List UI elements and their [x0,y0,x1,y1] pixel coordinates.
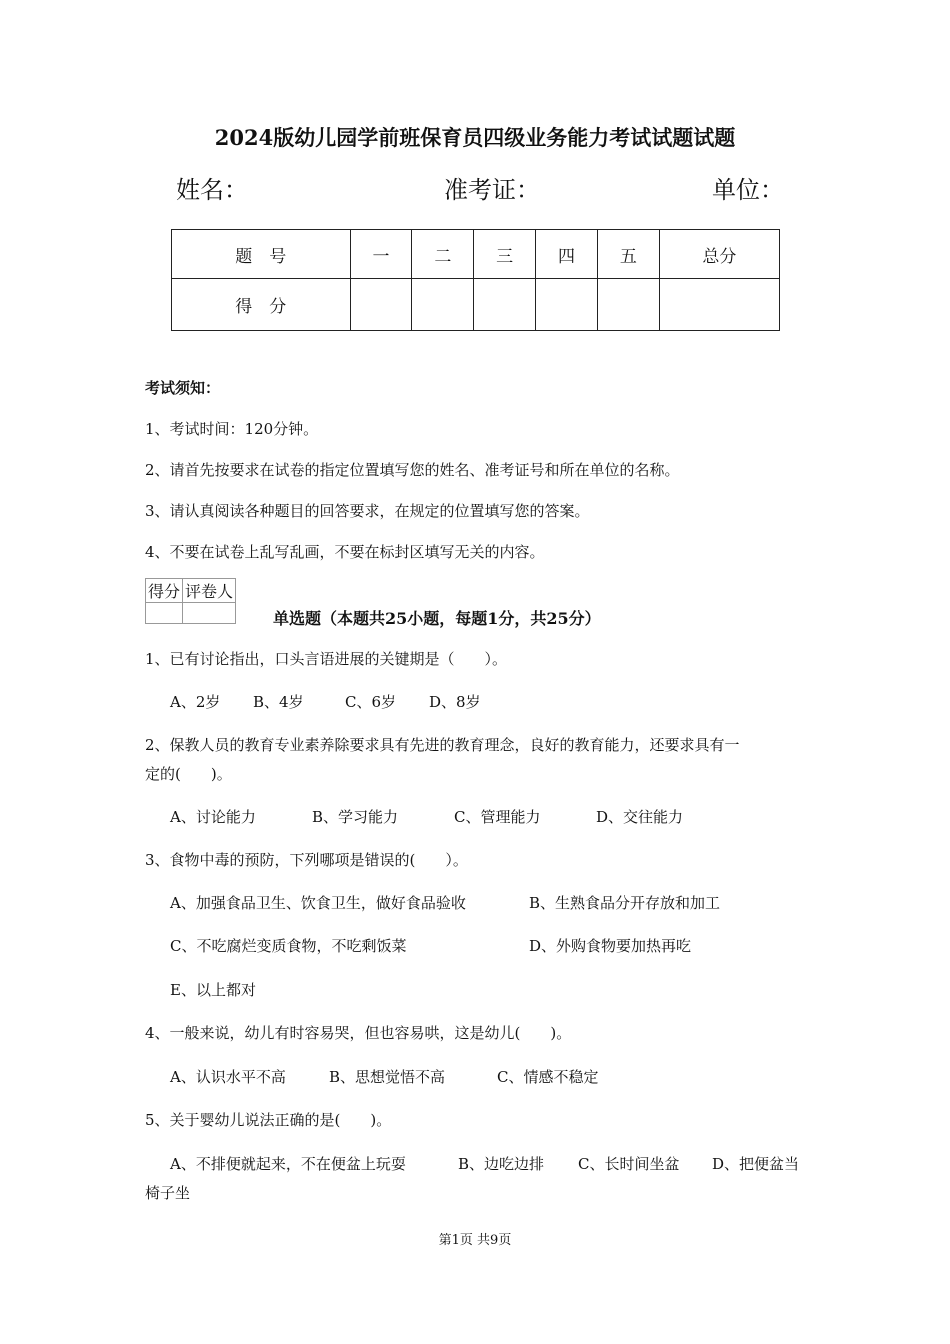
score-cell[interactable] [659,279,779,331]
question-option: D、8岁 [429,693,481,711]
grader-score-cell[interactable] [146,603,183,624]
question-option: B、4岁 [253,693,304,711]
question-stem: 5、关于婴幼儿说法正确的是( )。 [145,1111,392,1129]
question-option: B、边吃边排 [458,1155,545,1173]
question-option: D、外购食物要加热再吃 [529,937,692,955]
score-header-cell: 五 [597,230,659,279]
score-table-header-row [172,230,780,279]
score-row-label: 得 分 [172,279,351,331]
notice-item: 3、请认真阅读各种题目的回答要求，在规定的位置填写您的答案。 [145,502,590,520]
grader-reviewer-cell[interactable] [183,603,236,624]
score-cell[interactable] [474,279,536,331]
question-option: A、加强食品卫生、饮食卫生，做好食品验收 [170,894,466,912]
grader-score-label: 得分 [146,579,183,603]
question-option: A、不排便就起来，不在便盆上玩耍 [170,1155,406,1173]
unit-field-label: 单位： [712,176,784,204]
score-table [171,229,780,331]
question-stem-continued: 定的( )。 [145,765,232,783]
section-title: 单选题（本题共25小题，每题1分，共25分） [273,609,601,628]
question-option: C、不吃腐烂变质食物，不吃剩饭菜 [170,937,407,955]
exam-id-field-label: 准考证： [444,176,540,204]
score-header-cell: 四 [536,230,598,279]
question-option: A、认识水平不高 [170,1068,286,1086]
score-cell[interactable] [350,279,412,331]
notice-item: 2、请首先按要求在试卷的指定位置填写您的姓名、准考证号和所在单位的名称。 [145,461,680,479]
question-option: B、学习能力 [312,808,399,826]
score-header-cell: 二 [412,230,474,279]
question-option: D、交往能力 [596,808,684,826]
question-stem: 2、保教人员的教育专业素养除要求具有先进的教育理念，良好的教育能力，还要求具有一 [145,736,740,754]
question-option: A、讨论能力 [170,808,256,826]
score-cell[interactable] [536,279,598,331]
score-cell[interactable] [412,279,474,331]
question-option: E、以上都对 [170,981,256,999]
question-option: C、情感不稳定 [497,1068,599,1086]
name-field-label: 姓名： [176,176,248,204]
score-header-cell: 题 号 [172,230,351,279]
question-option-continued: 椅子坐 [145,1184,191,1202]
notice-item: 4、不要在试卷上乱写乱画，不要在标封区填写无关的内容。 [145,543,545,561]
question-option: C、长时间坐盆 [578,1155,680,1173]
grader-reviewer-label: 评卷人 [183,579,236,603]
question-option: D、把便盆当 [712,1155,800,1173]
question-option: B、思想觉悟不高 [329,1068,446,1086]
notice-item: 1、考试时间：120分钟。 [145,420,319,438]
question-option: A、2岁 [170,693,221,711]
score-table-score-row [172,279,780,331]
question-stem: 1、已有讨论指出，口头言语进展的关键期是（ ）。 [145,650,508,668]
notice-heading: 考试须知： [145,379,221,397]
question-option: B、生熟食品分开存放和加工 [529,894,721,912]
score-header-cell: 总分 [659,230,779,279]
score-header-cell: 一 [350,230,412,279]
question-stem: 4、一般来说，幼儿有时容易哭，但也容易哄，这是幼儿( )。 [145,1024,572,1042]
question-option: C、6岁 [345,693,397,711]
grader-table [145,578,236,624]
question-stem: 3、食物中毒的预防，下列哪项是错误的( ）。 [145,851,468,869]
score-header-cell: 三 [474,230,536,279]
page-number: 第1页 共9页 [438,1233,512,1248]
score-cell[interactable] [597,279,659,331]
page-title: 2024版幼儿园学前班保育员四级业务能力考试试题试题 [214,125,736,150]
question-option: C、管理能力 [454,808,541,826]
